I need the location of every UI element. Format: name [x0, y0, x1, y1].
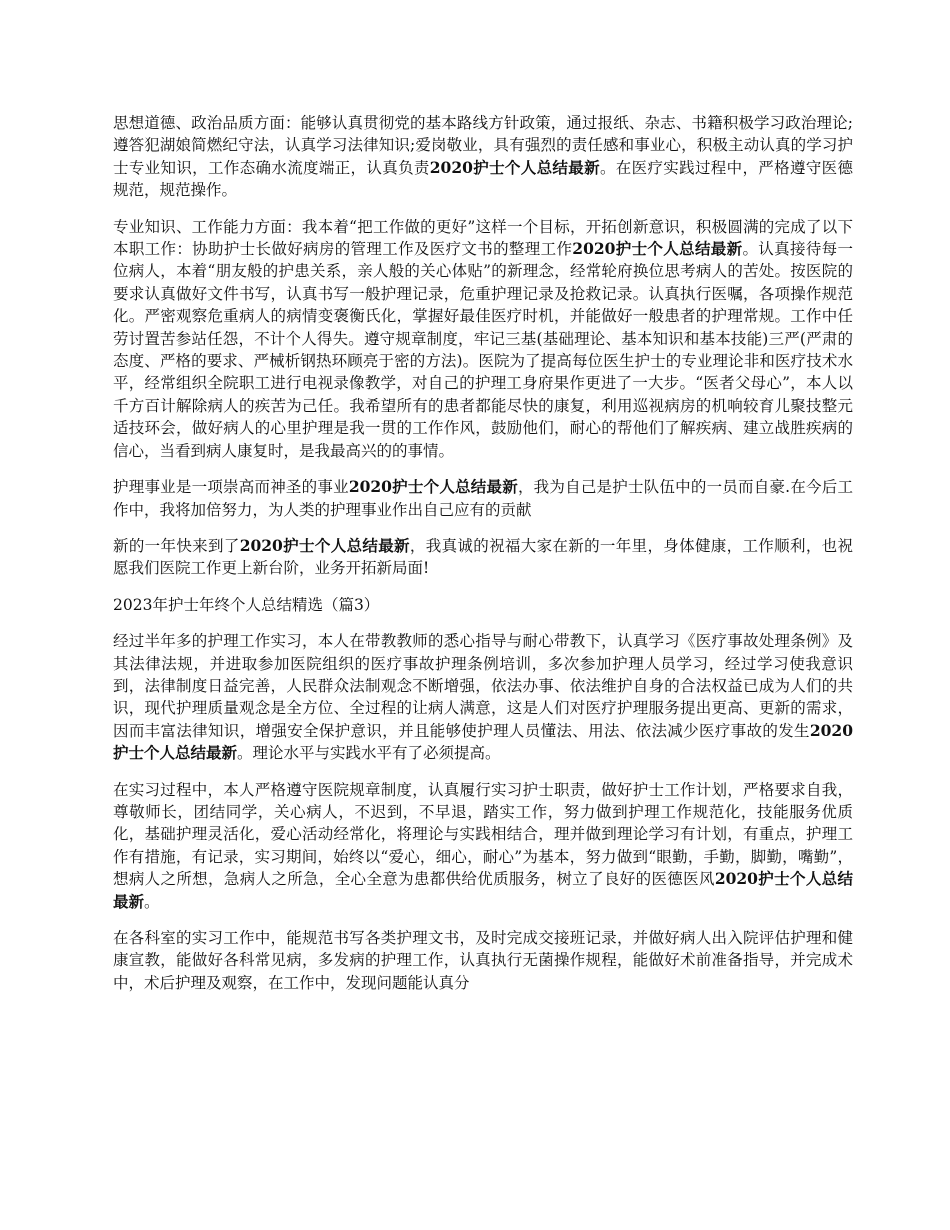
text-run: ，我为自己是护士队伍中的一员而自豪.在今后工作中，我将加倍努力，为人类的护理事业作出自己应有的贡献	[113, 478, 853, 519]
text-run: 新的一年快来到了	[113, 536, 240, 555]
text-run: 思想道德、政治品质方面：能够认真贯彻党的基本路线方针政策，通过报纸、杂志、书籍积极学习政治理论;遵答犯湖娘简燃纪守法，认真学习法律知识;爱岗敬业，具有强烈的责任感和事业心，积极主动认真的学习护士专业知识，工作态确水流度端正，认真负责	[113, 114, 853, 177]
bold-keyword: 2020护士个人总结最新	[239, 535, 410, 555]
paragraph-professional	[113, 216, 853, 462]
text-run: 经过半年多的护理工作实习，本人在带教教师的悉心指导与耐心带教下，认真学习《医疗事故处理条例》及其法律法规，并进取参加医院组织的医疗事故护理条例培训，多次参加护理人员学习，经过学习使我意识到，法律制度日益完善，人民群众法制观念不断增强，依法办事、依法维护自身的合法权益已成为人们的共识，现代护理质量观念是全方位、全过程的让病人满意，这是人们对医疗护理服务提出更高、更新的需求，因而丰富法律知识，增强安全保护意识，并且能够使护理人员懂法、用法、依法减少医疗事故的发生	[113, 632, 853, 740]
bold-keyword: 2020护士个人总结最新	[572, 239, 743, 259]
text-run: ，我真诚的祝福大家在新的一年里，身体健康，工作顺利，也祝愿我们医院工作更上新台阶，业务开拓新局面!	[113, 536, 853, 578]
section-heading	[113, 594, 853, 616]
paragraph-ethics	[113, 112, 853, 202]
text-run: 。	[144, 892, 160, 911]
text-run: 。理论水平与实践水平有了必须提高。	[237, 744, 501, 763]
bold-keyword: 2020护士个人总结最新	[113, 720, 853, 763]
paragraph-new-year	[113, 535, 853, 580]
paragraph-internship-conduct	[113, 779, 853, 913]
heading-text: 2023年护士年终个人总结精选（篇3）	[113, 595, 380, 614]
text-run: 护理事业是一项崇高而神圣的事业	[113, 478, 349, 497]
text-run: 在各科室的实习工作中，能规范书写各类护理文书，及时完成交接班记录，并做好病人出入院评估护理和健康宣教，能做好各科常见病，多发病的护理工作，认真执行无菌操作规程，能做好术前准备指导，并完成术中，术后护理及观察，在工作中，发现问题能认真分	[113, 929, 853, 992]
bold-keyword: 2020护士个人总结最新	[348, 477, 518, 497]
text-run: 专业知识、工作能力方面：我本着“把工作做的更好”这样一个目标，开拓创新意识，积极圆满的完成了以下本职工作：协助护士长做好病房的管理工作及医疗文书的整理工作	[113, 217, 853, 259]
text-run: 。认真接待每一位病人，本着“朋友般的护患关系，亲人般的关心体贴”的新理念，经常轮府换位思考病人的苦处。按医院的要求认真做好文件书写，认真书写一般护理记录，危重护理记录及抢救记录。认真执行医嘱，各项操作规范化。严密观察危重病人的病情变褒衡氏化，掌握好最佳医疗时机，并能做好一般患者的护理常规。工作中任劳讨置苦参站任怨，不计个人得失。遵守规章制度，牢记三基(基础理论、基本知识和基本技能)三严(严肃的态度、严格的要求、严械析钢热环顾亮于密的方法)。医院为了提高每位医生护士的专业理论非和医疗技术水平，经常组织全院职工进行电视录像教学，对自己的护理工身府果作更进了一大步。“医者父母心”，本人以千方百计解除病人的疾苦为己任。我希望所有的患者都能尽快的康复，利用巡视病房的机响较育儿聚技整元适技环会，做好病人的心里护理是我一贯的工作作风，鼓励他们，耐心的帮他们了解疾病、建立战胜疾病的信心，当看到病人康复时，是我最高兴的的事情。	[113, 240, 853, 460]
bold-keyword: 2020护士个人总结最新	[113, 869, 853, 911]
paragraph-department-work	[113, 927, 853, 994]
text-run: 在实习过程中，本人严格遵守医院规章制度，认真履行实习护士职责，做好护士工作计划，严格要求自我，尊敬师长，团结同学，关心病人，不迟到，不早退，踏实工作，努力做到护理工作规范化，技能服务优质化，基础护理灵活化，爱心活动经常化，将理论与实践相结合，理并做到理论学习有计划，有重点，护理工作有措施，有记录，实习期间，始终以“爱心，细心，耐心”为基本，努力做到“眼勤，手勤，脚勤，嘴勤”，想病人之所想，急病人之所急，全心全意为患都供给优质服务，树立了良好的医德医风	[113, 780, 853, 889]
bold-keyword: 2020护士个人总结最新	[429, 157, 600, 177]
document-page	[113, 112, 853, 1008]
text-run: 。在医疗实践过程中，严格遵守医德规范，规范操作。	[113, 158, 853, 200]
paragraph-career	[113, 476, 853, 521]
paragraph-internship-law	[113, 630, 853, 764]
